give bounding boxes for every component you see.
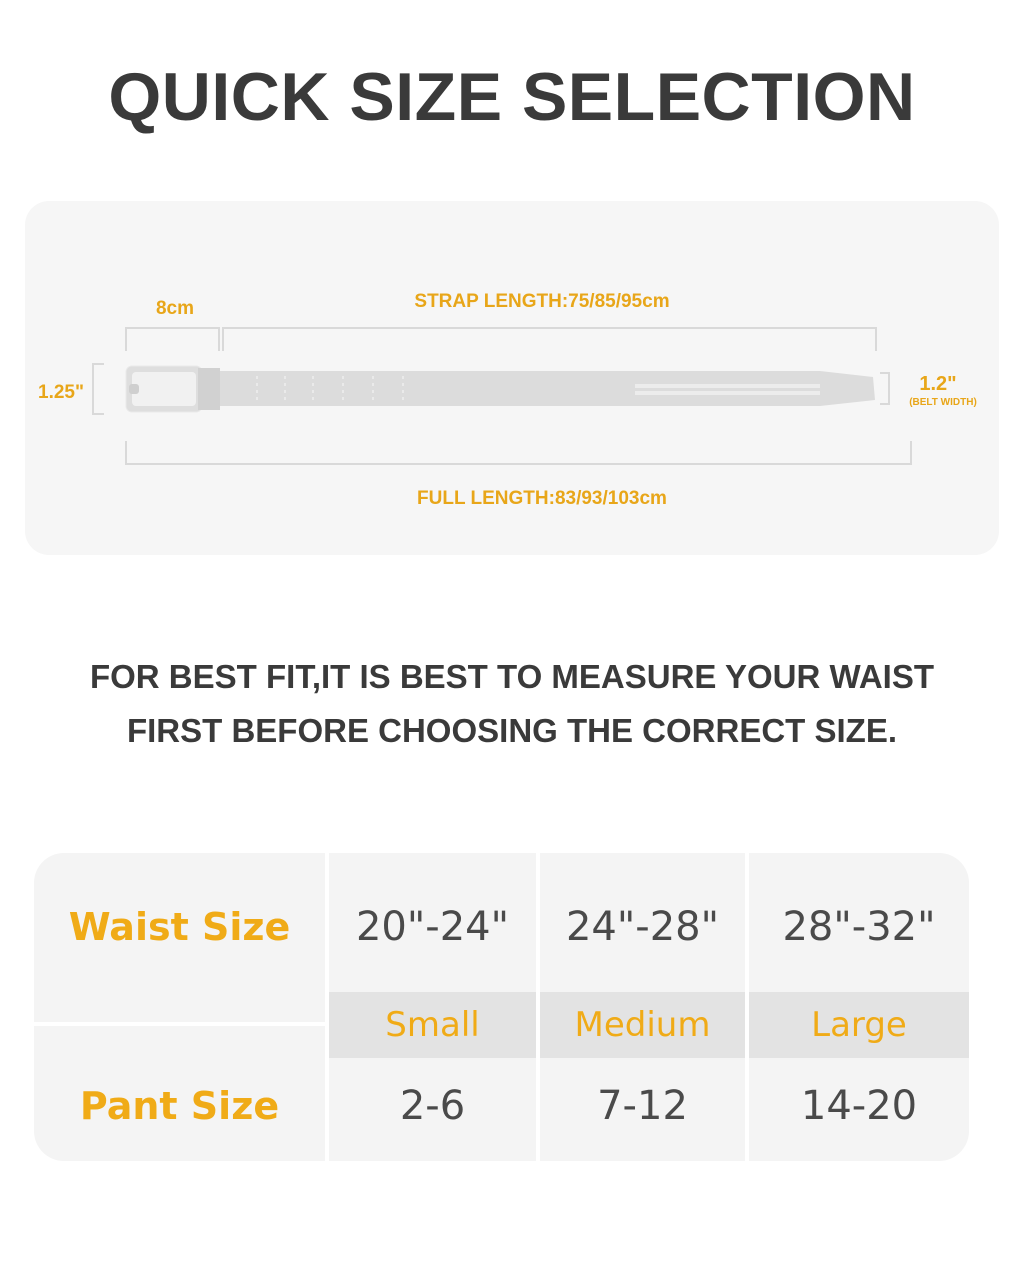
pant-size-value: 7-12 xyxy=(597,1083,688,1129)
size-table xyxy=(34,853,969,1161)
strap-length-bracket xyxy=(223,328,876,351)
instruction-line: FOR BEST FIT,IT IS BEST TO MEASURE YOUR WAIST xyxy=(89,658,934,695)
belt-width-bracket xyxy=(880,373,889,404)
full-length-bracket xyxy=(126,441,911,464)
table-divider xyxy=(34,1022,327,1026)
fit-instructions xyxy=(0,650,1024,758)
size-label: Small xyxy=(385,1005,480,1045)
belt-width-caption: (BELT WIDTH) xyxy=(909,397,977,408)
belt-strap xyxy=(220,371,875,406)
waist-size-header: Waist Size xyxy=(68,905,291,949)
size-label: Large xyxy=(811,1005,907,1045)
pant-size-value: 2-6 xyxy=(399,1083,466,1129)
buckle-height-bracket xyxy=(93,364,104,414)
waist-size-value: 20"-24" xyxy=(355,904,510,950)
instruction-line: FIRST BEFORE CHOOSING THE CORRECT SIZE. xyxy=(126,712,898,749)
buckle-length-bracket xyxy=(126,328,219,351)
strap-length-label: STRAP LENGTH:75/85/95cm xyxy=(414,291,670,312)
belt-dimension-diagram xyxy=(25,201,999,555)
full-length-label: FULL LENGTH:83/93/103cm xyxy=(417,488,667,509)
pant-size-header: Pant Size xyxy=(79,1084,280,1128)
size-label: Medium xyxy=(574,1005,711,1045)
pant-size-value: 14-20 xyxy=(800,1083,918,1129)
page-title: QUICK SIZE SELECTION xyxy=(108,59,916,135)
belt-buckle xyxy=(126,366,220,412)
belt-width-label: 1.2" xyxy=(919,373,957,395)
belt-diagram-svg xyxy=(25,201,999,555)
waist-size-value: 28"-32" xyxy=(782,904,936,950)
buckle-length-label: 8cm xyxy=(155,298,195,319)
buckle-height-label: 1.25" xyxy=(38,382,84,403)
waist-size-value: 24"-28" xyxy=(565,904,720,950)
